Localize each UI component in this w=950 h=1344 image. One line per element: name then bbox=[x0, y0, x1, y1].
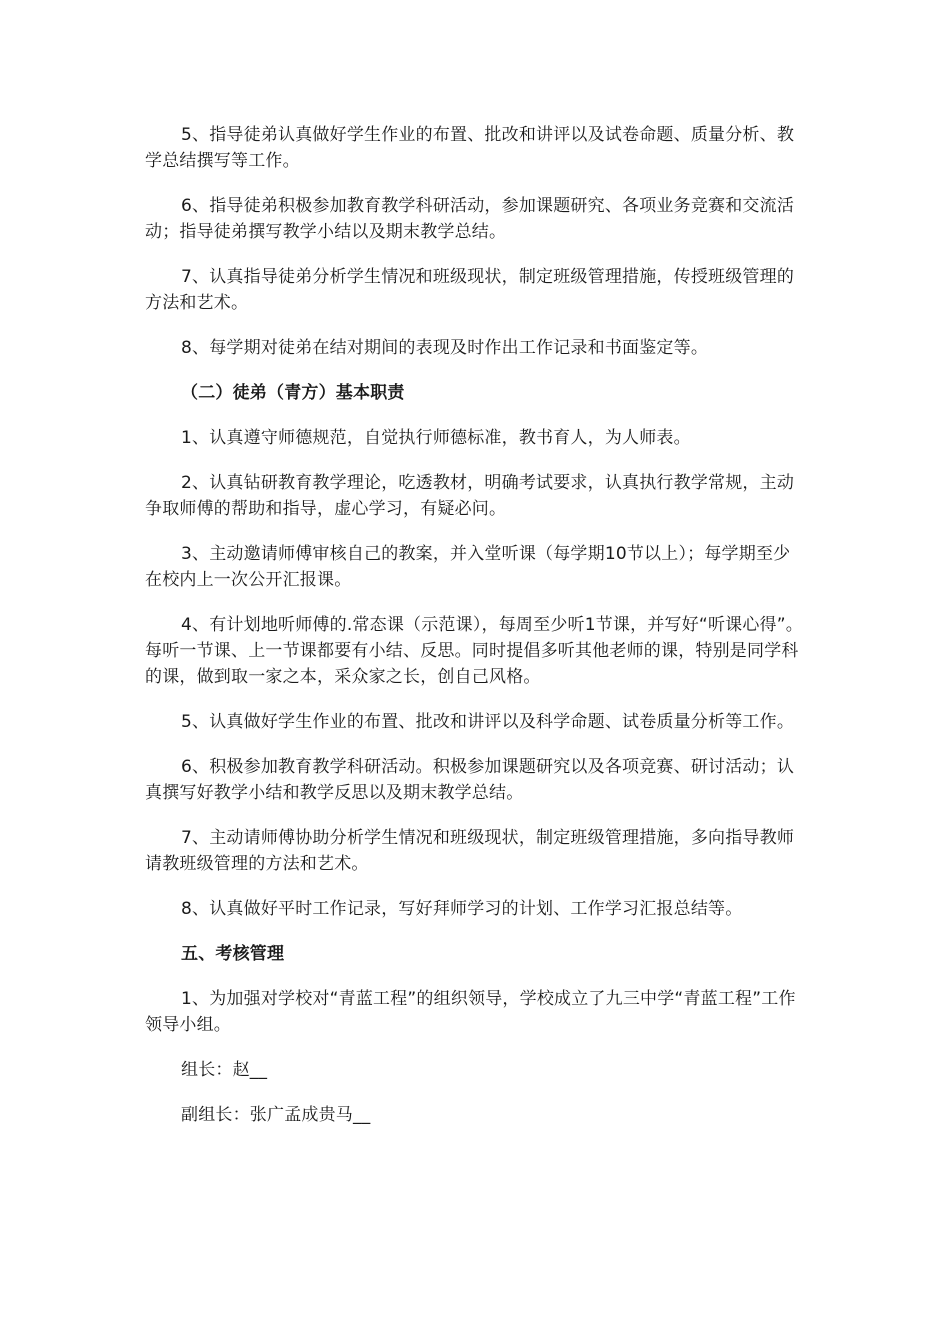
paragraph-apprentice-duty-3: 3、主动邀请师傅审核自己的教案，并入堂听课（每学期10节以上）；每学期至少在校内上一次公开汇报课。 bbox=[145, 544, 791, 590]
paragraph-apprentice-duty-4: 4、有计划地听师傅的.常态课（示范课），每周至少听1节课，并写好“听课心得”。每听一节课、上一节课都要有小结、反思。同时提倡多听其他老师的课，特别是同学科的课，做到取一家之本，采众家之长，创自己风格。 bbox=[145, 615, 803, 687]
paragraph-apprentice-duty-1: 1、认真遵守师德规范，自觉执行师德标准，教书育人，为人师表。 bbox=[181, 428, 691, 448]
section-heading-apprentice-duties: （二）徒弟（青方）基本职责 bbox=[181, 383, 405, 403]
paragraph-deputy-leaders: 副组长：张广孟成贵马__ bbox=[181, 1105, 371, 1125]
paragraph-mentor-duty-5: 5、指导徒弟认真做好学生作业的布置、批改和讲评以及试卷命题、质量分析、教学总结撰写等工作。 bbox=[145, 125, 795, 171]
paragraph-apprentice-duty-6: 6、积极参加教育教学科研活动。积极参加课题研究以及各项竞赛、研讨活动；认真撰写好教学小结和教学反思以及期末教学总结。 bbox=[145, 757, 795, 803]
paragraph-apprentice-duty-5: 5、认真做好学生作业的布置、批改和讲评以及科学命题、试卷质量分析等工作。 bbox=[181, 712, 795, 732]
paragraph-mentor-duty-7: 7、认真指导徒弟分析学生情况和班级现状，制定班级管理措施，传授班级管理的方法和艺术。 bbox=[145, 267, 795, 313]
paragraph-apprentice-duty-8: 8、认真做好平时工作记录，写好拜师学习的计划、工作学习汇报总结等。 bbox=[181, 899, 743, 919]
section-heading-assessment: 五、考核管理 bbox=[181, 944, 285, 964]
paragraph-apprentice-duty-7: 7、主动请师傅协助分析学生情况和班级现状，制定班级管理措施，多向指导教师请教班级管理的方法和艺术。 bbox=[145, 828, 795, 874]
paragraph-group-leader: 组长：赵__ bbox=[181, 1060, 268, 1080]
paragraph-assessment-1: 1、为加强对学校对“青蓝工程”的组织领导，学校成立了九三中学“青蓝工程”工作领导小组。 bbox=[145, 989, 796, 1035]
paragraph-mentor-duty-8: 8、每学期对徒弟在结对期间的表现及时作出工作记录和书面鉴定等。 bbox=[181, 338, 709, 358]
paragraph-mentor-duty-6: 6、指导徒弟积极参加教育教学科研活动，参加课题研究、各项业务竞赛和交流活动；指导徒弟撰写教学小结以及期末教学总结。 bbox=[145, 196, 795, 242]
document-body bbox=[145, 122, 807, 1147]
paragraph-apprentice-duty-2: 2、认真钻研教育教学理论，吃透教材，明确考试要求，认真执行教学常规，主动争取师傅的帮助和指导，虚心学习，有疑必问。 bbox=[145, 473, 795, 519]
